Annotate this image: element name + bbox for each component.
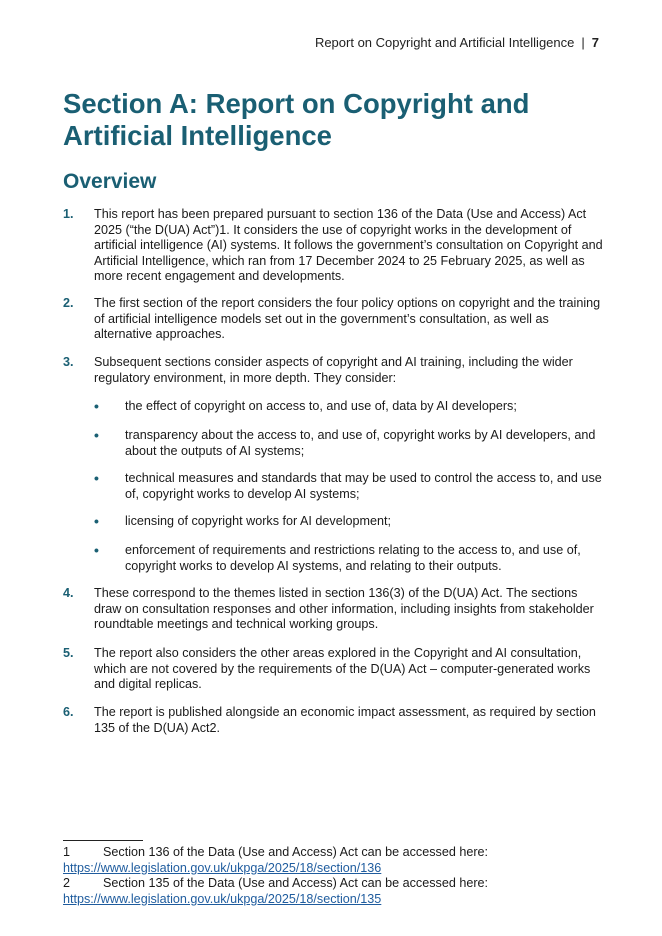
bullet-text: the effect of copyright on access to, and use of, data by AI developers; xyxy=(125,399,517,413)
paragraph-5 xyxy=(63,646,603,693)
paragraph-text: This report has been prepared pursuant to section 136 of the Data (Use and Access) Act 2025 (“the D(UA) Act”)1. It considers the use of copyright works in the development of artificial intelligence (AI) systems. It follows the government’s consultation on Copyright and Artificial Intelligence, which ran from 17 December 2024 to 25 February 2025, as well as more recent engagement and developments. xyxy=(94,207,603,284)
paragraph-number: 4. xyxy=(63,586,74,600)
footnote-2 xyxy=(63,876,598,907)
paragraph-number: 1. xyxy=(63,207,74,221)
paragraph-2 xyxy=(63,296,603,343)
header-separator: | xyxy=(581,35,585,50)
paragraph-text: These correspond to the themes listed in section 136(3) of the D(UA) Act. The sections draw on consultation responses and other information, including insights from stakeholder roundtable meetings and technical working groups. xyxy=(94,586,594,632)
bullet-icon: • xyxy=(94,513,99,529)
bullet-text: licensing of copyright works for AI development; xyxy=(125,514,391,528)
bullet-icon: • xyxy=(94,427,99,443)
paragraph-4 xyxy=(63,586,603,633)
bullet-text: transparency about the access to, and use of, copyright works by AI developers, and about the outputs of AI systems; xyxy=(125,428,596,458)
footnote-1 xyxy=(63,845,598,876)
footnote-text: Section 135 of the Data (Use and Access) Act can be accessed here: xyxy=(103,876,489,890)
bullet-item-2 xyxy=(94,428,604,459)
paragraph-number: 6. xyxy=(63,705,74,719)
bullet-item-1 xyxy=(94,399,604,415)
running-header xyxy=(315,35,599,50)
paragraph-text: The report is published alongside an economic impact assessment, as required by section 135 of the D(UA) Act2. xyxy=(94,705,596,735)
paragraph-number: 3. xyxy=(63,355,74,369)
bullet-text: technical measures and standards that may be used to control the access to, and use of, copyright works to develop AI systems; xyxy=(125,471,602,501)
paragraph-6 xyxy=(63,705,603,736)
footnote-link[interactable]: https://www.legislation.gov.uk/ukpga/2025/18/section/136 xyxy=(63,860,382,875)
footnote-number: 2 xyxy=(63,876,71,890)
paragraph-text: The report also considers the other areas explored in the Copyright and AI consultation, which are not covered by the requirements of the D(UA) Act – computer-generated works and digital replicas. xyxy=(94,646,591,692)
bullet-icon: • xyxy=(94,470,99,486)
header-title: Report on Copyright and Artificial Intelligence xyxy=(314,35,575,50)
paragraph-number: 2. xyxy=(63,296,74,310)
section-title: Section A: Report on Copyright and Artificial Intelligence xyxy=(63,88,530,151)
bullet-item-4 xyxy=(94,514,604,530)
paragraph-text: The first section of the report considers the four policy options on copyright and the training of artificial intelligence models set out in the government’s consultation, as well as alternative approaches. xyxy=(94,296,601,342)
footnote-number: 1 xyxy=(63,845,71,859)
paragraph-text: Subsequent sections consider aspects of copyright and AI training, including the wider regulatory environment, in more depth. They consider: xyxy=(94,355,573,385)
page-number: 7 xyxy=(591,35,599,50)
footnote-text: Section 136 of the Data (Use and Access) Act can be accessed here: xyxy=(103,845,489,859)
bullet-text: enforcement of requirements and restrictions relating to the access to, and use of, copyright works to develop AI systems, and relating to their outputs. xyxy=(125,543,581,573)
bullet-item-3 xyxy=(94,471,604,502)
overview-heading: Overview xyxy=(63,170,157,193)
bullet-item-5 xyxy=(94,543,604,574)
footnote-divider xyxy=(63,840,143,841)
paragraph-number: 5. xyxy=(63,646,74,660)
paragraph-3 xyxy=(63,355,603,386)
bullet-icon: • xyxy=(94,542,99,558)
bullet-icon: • xyxy=(94,398,99,414)
paragraph-1 xyxy=(63,207,603,285)
footnote-link[interactable]: https://www.legislation.gov.uk/ukpga/2025/18/section/135 xyxy=(63,891,382,906)
